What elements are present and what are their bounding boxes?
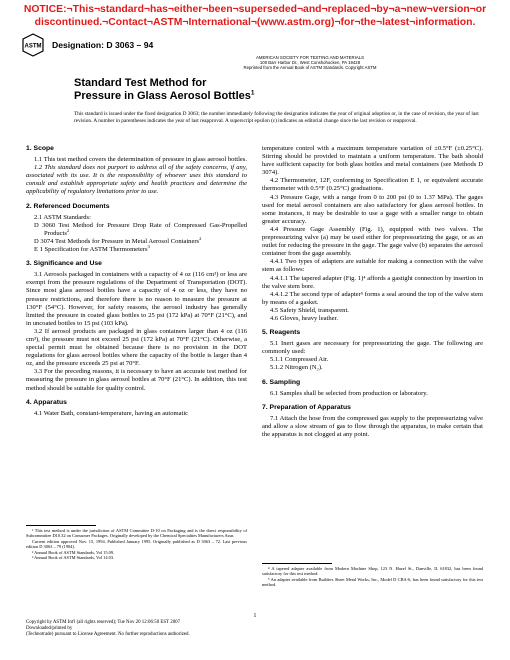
paragraph: 5.1.1 Compressed Air. xyxy=(270,356,329,364)
section-heading: 1. Scope xyxy=(26,145,54,152)
left-footnotes xyxy=(26,528,247,560)
reference-item: E 1 Specification for ASTM Thermometers$^3$ xyxy=(34,243,150,254)
paragraph: 4.6 Gloves, heavy leather. xyxy=(270,314,338,322)
reference-item: D 3060 Test Method for Pressure Drop Rate of Compressed Gas-Propelled Products$^2$ xyxy=(34,221,247,237)
footnote-divider xyxy=(262,563,332,564)
notice-line-2: discontinued.¬Contact¬ASTM¬International¬(www.astm.org)¬for¬the¬latest¬information. xyxy=(34,17,476,28)
section-heading: 5. Reagents xyxy=(262,329,301,337)
designation: Designation: D 3063 – 94 xyxy=(52,40,154,50)
paragraph: 5.1 Inert gases are necessary for prepressurizing the gage. The following are commonly used: xyxy=(262,340,483,356)
section-heading: 3. Significance and Use xyxy=(26,260,102,268)
paragraph: 7.1 Attach the hose from the compressed gas supply to the prepressurizing valve and allow a slow stream of gas to flow through the apparatus, to make certain that the apparatus is not clogged at any point. xyxy=(262,414,483,438)
footnote-divider xyxy=(26,525,96,526)
section-heading: 7. Preparation of Apparatus xyxy=(262,403,351,411)
copyright-notice: Copyright by ASTM Int'l (all rights reserved); Tue Nov 20 12:06:50 EST 2007 Downloaded/printed by (Technotrade) pursuant to License Agreement. No further reproductions authorized. xyxy=(26,620,190,637)
paragraph: 1.1 This test method covers the determination of pressure in glass aerosol bottles. xyxy=(34,156,247,164)
section-heading: 6. Sampling xyxy=(262,378,301,386)
astm-logo-icon xyxy=(22,33,44,57)
left-column xyxy=(26,145,247,418)
paragraph: 6.1 Samples shall be selected from production or laboratory. xyxy=(270,389,428,397)
paragraph: 3.2 If aerosol products are packaged in glass containers larger than 4 oz (116 cm³), the pressure must not exceed 25 psi (172 kPa) at 70°F (21°C). Otherwise, a special permit must be obtained because there is no provision in the DOT regulations for glass aerosol bottles where the capacity of the bottle is larger than 4 oz, and the pressure exceeds 25 psi at 70°F. xyxy=(26,327,247,368)
paragraph: 4.2 Thermometer, 12F, conforming to Specification E 1, or equivalent accurate thermometer with 0.5°F (0.25°C) graduations. xyxy=(262,177,483,193)
paragraph: 4.3 Pressure Gage, with a range from 0 to 200 psi (0 to 1.37 MPa). The gages used for metal aerosol containers are also satisfactory for glass aerosol bottles. In some instances, it may be desirable to use a gage with a smaller range to obtain greater accuracy. xyxy=(262,193,483,225)
paragraph: 3.3 For the preceding reasons, it is necessary to have an accurate test method for measuring the pressure in glass aerosol bottles at 70°F (21°C). In addition, this test method should be suitable for quality control. xyxy=(26,368,247,392)
society-address: AMERICAN SOCIETY FOR TESTING AND MATERIALS 100 Barr Harbor Dr., West Conshohocken, PA 19428 Reprinted from the Annual Book of ASTM Standards. Copyright ASTM xyxy=(243,55,377,71)
title-line-2: Pressure in Glass Aerosol Bottles$^1$ xyxy=(74,88,255,102)
paragraph: 2.1 ASTM Standards: xyxy=(34,213,91,221)
page-number: 1 xyxy=(253,613,257,619)
section-heading: 4. Apparatus xyxy=(26,398,67,406)
paragraph: 4.5 Safety Shield, transparent. xyxy=(270,306,349,314)
right-footnotes xyxy=(262,566,483,588)
footnote: ¹ This test method is under the jurisdiction of ASTM Committee D-10 on Packaging and is the direct responsibility of Subcommittee D10.32 on Consumer Packages. Originally developed by the Chemical Specialties Manufacturers Assn. xyxy=(26,528,247,539)
paragraph: 4.4.1.2 The second type of adapter⁵ forms a seal around the top of the valve stem by means of a gasket. xyxy=(262,290,483,306)
svg-text:ASTM: ASTM xyxy=(24,43,42,50)
footnote: ⁵ An adapter available from Builders Sheet Metal Works, Inc., Model D CBA-6, has been found satisfactory for this test method. xyxy=(262,576,483,588)
paragraph: 1.2 This standard does not purport to address all of the safety concerns, if any, associated with its use. It is the responsibility of whoever uses this standard to consult and establish appropriate safety and health practices and determine the applicability of regulatory limitations prior to use. xyxy=(26,164,247,196)
paragraph: 4.1 Water Bath, constant-temperature, having an automatic xyxy=(34,409,189,417)
title-line-1: Standard Test Method for xyxy=(74,77,207,89)
withdrawal-notice xyxy=(0,3,510,29)
document-title xyxy=(74,77,255,102)
paragraph: 4.4.1 Two types of adapters are suitable for making a connection with the valve stem as follows: xyxy=(262,258,483,274)
right-column xyxy=(262,145,483,439)
issuance-note: This standard is issued under the fixed designation D 3063; the number immediately following the designation indicates the year of original adoption or, in the case of revision, the year of last revision. A number in parentheses indicates the year of last reapproval. A superscript epsilon (ε) indicates an editorial change since the last revision or reapproval. xyxy=(74,111,479,124)
footnote: ² Annual Book of ASTM Standards, Vol 15.09. xyxy=(32,549,115,555)
paragraph: 4.4 Pressure Gage Assembly (Fig. 1), equipped with two valves. The prepressurizing valve (a) may be used either for prepressurizing the gage, or as an outlet for reducing the pressure in the gage. The gage valve (b) separates the aerosol container from the gage assembly. xyxy=(262,225,483,258)
footnote: ⁴ A tapered adapter available from Modern Machine Shop, 123 N. Hazel St., Danville, IL 61832, has been found satisfactory for this test method. xyxy=(262,566,483,577)
paragraph: temperature control with a maximum temperature variation of ±0.5°F (±0.25°C). Stirring should be provided to maintain a uniform temperature. The bath should have sufficient capacity for both glass bottles and metal containers (see Methods D 3074). xyxy=(262,145,483,177)
footnote: Current edition approved Nov. 15, 1994. Published January 1995. Originally published as D 3063 – 72. Last previous edition D 3063 – 79 (1984). xyxy=(26,538,247,550)
paragraph: 5.1.2 Nitrogen (N₂). xyxy=(270,364,323,372)
paragraph: 4.4.1.1 The tapered adapter (Fig. 1)⁴ affords a gastight connection by insertion in the valve stem bore. xyxy=(262,274,483,290)
notice-line-1: NOTICE:¬This¬standard¬has¬either¬been¬superseded¬and¬replaced¬by¬a¬new¬version¬or xyxy=(23,4,487,15)
footnote: ³ Annual Book of ASTM Standards, Vol 14.03. xyxy=(32,555,115,561)
reference-item: D 3074 Test Methods for Pressure in Metal Aerosol Containers$^2$ xyxy=(34,235,202,245)
section-heading: 2. Referenced Documents xyxy=(26,202,110,210)
paragraph: 3.1 Aerosols packaged in containers with a capacity of 4 oz (116 cm³) or less are exempt from the pressure regulations of the Department of Transportation (DOT). Since most glass aerosol bottles have a capacity of 4 oz or less, they have no pressure restrictions, and therefore there is no reason to measure the pressure at 130°F (54°C). However, for safety reasons, the aerosol industry has generally limited the pressure in coated glass bottles to 25 psi (172 kPa) at 70°F (21°C), and in uncoated bottles to 15 psi (103 kPa). xyxy=(26,271,247,327)
